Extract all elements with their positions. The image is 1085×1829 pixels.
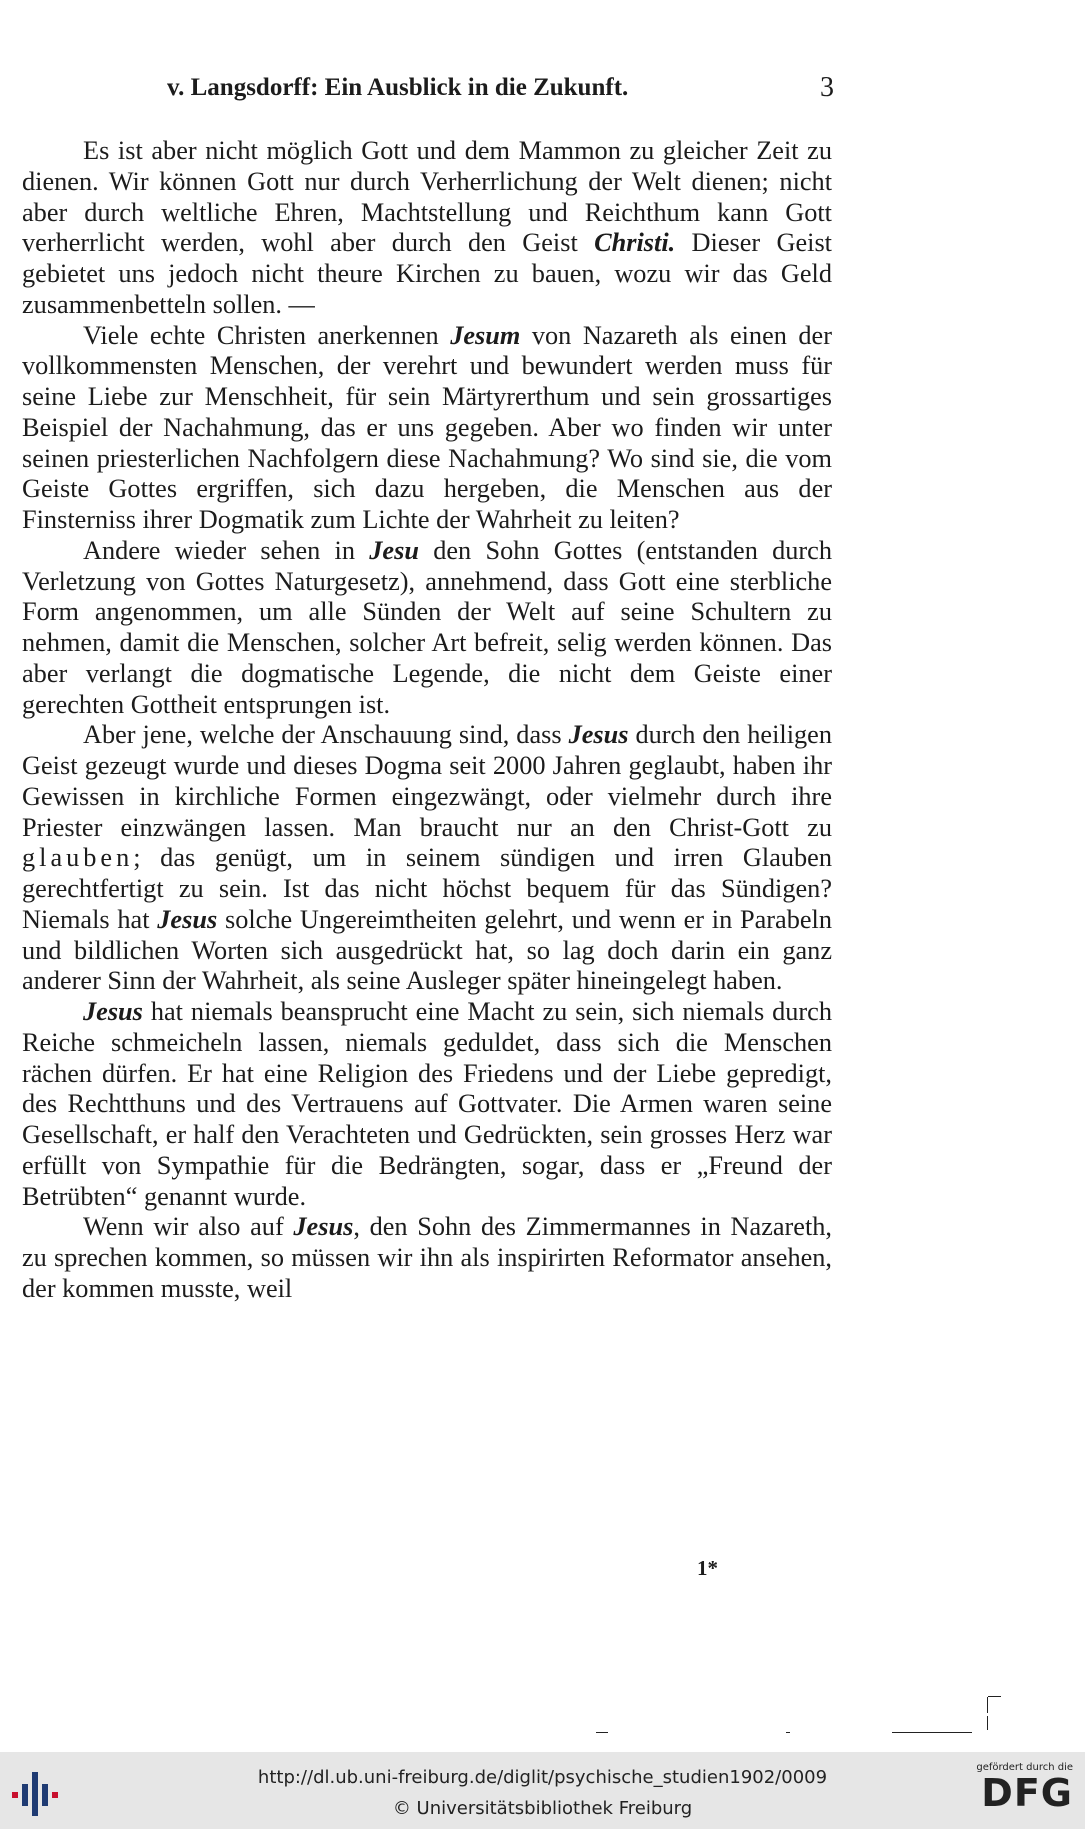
text-run: den Sohn Gottes (entstanden durch Verletzung von Gottes Naturgesetz), annehmend, dass Gott eine sterbliche Form angenommen, um alle Sünden der Welt auf seine Schultern zu nehmen, damit die Menschen, solcher Art befreit, selig werden können. Das aber verlangt die dogmatische Legende, die nicht dem Geiste einer gerechten Gottheit entsprungen ist. — [22, 535, 833, 719]
paragraph — [22, 536, 832, 721]
scan-margin-line — [786, 1732, 790, 1733]
spaced-emphasis: glauben — [22, 843, 134, 873]
copyright-notice: © Universitätsbibliothek Freiburg — [392, 1798, 693, 1819]
text-run: durch den heiligen Geist gezeugt wurde und dieses Dogma seit 2000 Jahren geglaubt, haben ihr Gewissen in kirchliche Formen eingezwängt, oder vielmehr durch ihre Priester einzwängen lassen. Man braucht nur an den Christ-Gott zu — [22, 720, 832, 842]
text-run: von Nazareth als einen der vollkommensten Menschen, der verehrt und bewundert werden muss für seine Liebe zur Menschheit, für sein Märtyrerthum und sein grossartiges Beispiel der Nachahmung, das er uns gegeben. Aber wo finden wir unter seinen priesterlichen Nachfolgern diese Nachahmung? Wo sind sie, die vom Geiste Gottes ergriffen, sich dazu hergeben, die Menschen aus der Finsterniss ihrer Dogmatik zum Lichte der Wahrheit zu leiten? — [22, 320, 832, 534]
paragraph — [22, 136, 832, 321]
body-text — [22, 136, 832, 1305]
paragraph — [22, 1212, 832, 1304]
page-header — [22, 74, 832, 110]
scan-margin-line — [988, 1696, 1001, 1697]
emphasized-name: Christi. — [594, 228, 676, 258]
emphasized-name: Jesus — [293, 1212, 354, 1242]
emphasized-name: Jesum — [450, 320, 521, 350]
text-run: solche Ungereimtheiten gelehrt, und wenn er in Parabeln und bildlichen Worten sich ausgedrückt hat, so lag doch darin ein ganz anderer Sinn der Wahrheit, als seine Ausleger später hineingelegt haben. — [22, 904, 832, 996]
emphasized-name: Jesu — [369, 535, 419, 565]
scan-margin-line — [892, 1732, 972, 1733]
text-run: hat niemals beansprucht eine Macht zu sein, sich niemals durch Reiche schmeicheln lassen, niemals geduldet, dass sich die Menschen rächen dürfen. Er hat eine Religion des Friedens und der Liebe gepredigt, des Rechtthuns und des Vertrauens auf Gottvater. Die Armen waren seine Gesellschaft, er half den Verachteten und Gedrückten, sein grosses Herz war erfüllt von Sympathie für die Bedrängten, sogar, dass er „Freund der Betrübten“ genannt wurde. — [22, 997, 832, 1211]
page-number: 3 — [820, 72, 834, 103]
scan-margin-line — [596, 1732, 608, 1733]
text-run: Aber jene, welche der Anschauung sind, dass — [83, 720, 569, 750]
document-url[interactable]: http://dl.ub.uni-freiburg.de/diglit/psychische_studien1902/0009 — [257, 1767, 828, 1788]
dfg-logo — [955, 1762, 1073, 1822]
paragraph — [22, 321, 832, 536]
text-run: , den Sohn des Zimmermannes in Nazareth, zu sprechen kommen, so müssen wir ihn als inspirirten Reformator ansehen, der kommen musste, weil — [22, 1212, 832, 1303]
text-run: Dieser Geist gebietet uns jedoch nicht theure Kirchen zu bauen, wozu wir das Geld zusammenbetteln sollen. — — [22, 228, 832, 319]
emphasized-name: Jesus — [83, 997, 143, 1026]
text-run: Viele echte Christen anerkennen — [83, 320, 451, 350]
running-title: v. Langsdorff: Ein Ausblick in die Zukunft. — [167, 74, 629, 101]
scan-margin-line — [987, 1716, 988, 1730]
signature-mark: 1* — [697, 1556, 718, 1580]
dfg-funding-note: gefördert durch die — [976, 1762, 1073, 1773]
viewer-footer — [0, 1752, 1085, 1829]
scan-margin-line — [987, 1697, 988, 1713]
text-run: Es ist aber nicht möglich Gott und dem Mammon zu gleicher Zeit zu dienen. Wir können Gott nur durch Verherrlichung der Welt dienen; nicht aber durch weltliche Ehren, Machtstellung und Reichthum kann Gott verherrlicht werden, wohl aber durch den Geist — [22, 136, 832, 258]
text-run: Wenn wir also auf — [83, 1212, 294, 1242]
paragraph — [22, 720, 832, 997]
dfg-wordmark: DFG — [981, 1771, 1073, 1815]
text-run: ; das genügt, um in seinem sündigen und irren Glauben gerechtfertigt zu sein. Ist das nicht höchst bequem für das Sündigen? Niemals hat — [22, 843, 832, 934]
emphasized-name: Jesus — [157, 904, 218, 934]
emphasized-name: Jesus — [568, 720, 629, 750]
paragraph — [22, 997, 832, 1212]
text-run: Andere wieder sehen in — [83, 535, 370, 565]
